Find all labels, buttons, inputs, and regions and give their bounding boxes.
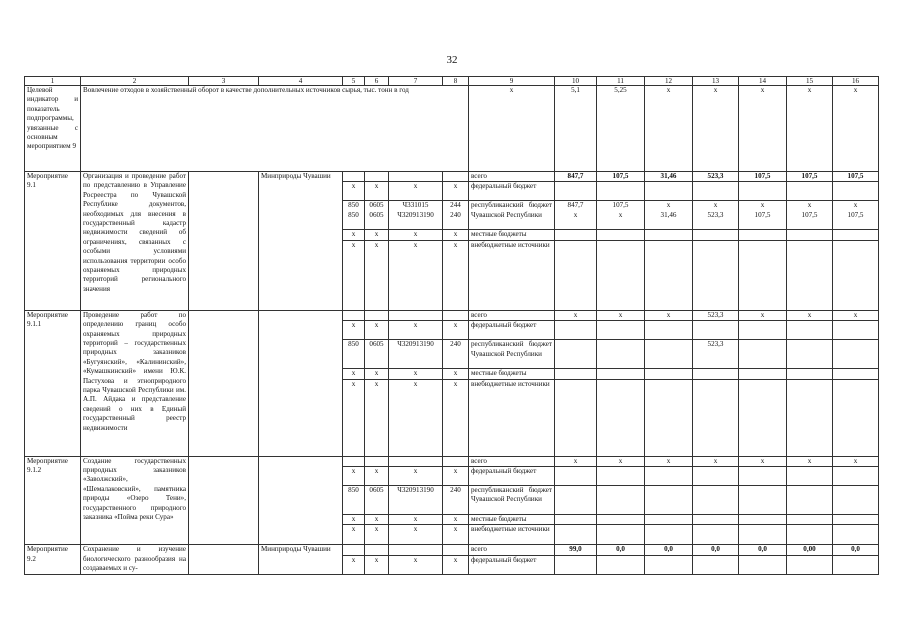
value-cell xyxy=(597,321,645,340)
column-number: 7 xyxy=(389,77,443,86)
value-cell xyxy=(555,379,597,456)
total-value: x xyxy=(597,310,645,320)
source-federal: федеральный бюджет xyxy=(469,182,555,201)
indicator-label: Целевой индикатор и показатель подпрограммы, увязанные с основным мероприятием 9 xyxy=(25,86,81,172)
value-cell: 107,5 x xyxy=(597,201,645,230)
value-cell xyxy=(645,182,693,201)
column-number: 13 xyxy=(693,77,739,86)
value-cell xyxy=(739,515,787,525)
value-cell xyxy=(833,321,879,340)
code-cell: x xyxy=(443,467,469,486)
code-cell xyxy=(389,310,443,320)
total-value: 847,7 xyxy=(555,172,597,182)
value-cell xyxy=(787,525,833,545)
measure-empty xyxy=(189,310,259,456)
code-cell: x xyxy=(443,555,469,574)
column-number: 4 xyxy=(259,77,343,86)
source-federal: федеральный бюджет xyxy=(469,321,555,340)
code-cell: x xyxy=(443,182,469,201)
value-cell xyxy=(597,467,645,486)
indicator-value: x xyxy=(693,86,739,172)
code-cell: x xyxy=(343,379,365,456)
value-cell xyxy=(739,555,787,574)
value-cell xyxy=(833,515,879,525)
column-number: 12 xyxy=(645,77,693,86)
m91-row xyxy=(25,172,879,182)
source-local: местные бюджеты xyxy=(469,515,555,525)
code-cell: x xyxy=(365,525,389,545)
total-value: 523,3 xyxy=(693,172,739,182)
value-cell xyxy=(555,486,597,515)
m911-row xyxy=(25,310,879,320)
value-cell xyxy=(833,379,879,456)
column-number: 1 xyxy=(25,77,81,86)
value-cell xyxy=(739,321,787,340)
code-cell: 240 xyxy=(443,486,469,515)
value-cell xyxy=(597,369,645,379)
code-cell: x xyxy=(343,525,365,545)
indicator-value: x xyxy=(833,86,879,172)
value-cell xyxy=(693,369,739,379)
value-cell xyxy=(739,230,787,240)
code-cell xyxy=(365,172,389,182)
value-cell xyxy=(645,240,693,310)
value-cell xyxy=(645,369,693,379)
code-cell: x xyxy=(389,525,443,545)
total-value: 0,0 xyxy=(597,545,645,555)
value-cell xyxy=(739,369,787,379)
code-cell: x xyxy=(443,515,469,525)
value-cell xyxy=(787,486,833,515)
code-cell: Ч331015 Ч320913190 xyxy=(389,201,443,230)
total-value: 0,0 xyxy=(739,545,787,555)
code-cell: x xyxy=(365,182,389,201)
source-total: всего xyxy=(469,172,555,182)
value-cell: x 31,46 xyxy=(645,201,693,230)
measure-name: Организация и проведение работ по представлению в Управление Росреестра по Чувашской Республике документов, необходимых для внесения в государственный кадастр недвижимости сведений об ограничениях, связанных с особыми условиями использования территории особо охраняемых природных территорий регионального значения xyxy=(81,172,189,311)
total-value: 107,5 xyxy=(739,172,787,182)
source-total: всего xyxy=(469,310,555,320)
value-cell xyxy=(555,525,597,545)
measure-executor xyxy=(259,456,343,545)
total-value: x xyxy=(833,310,879,320)
measure-name: Сохранение и изучение биологического разнообразия на создаваемых и су- xyxy=(81,545,189,574)
value-cell xyxy=(645,230,693,240)
column-number: 15 xyxy=(787,77,833,86)
value-cell xyxy=(645,467,693,486)
code-cell: 850 850 xyxy=(343,201,365,230)
value-cell: 523,3 xyxy=(693,340,739,369)
value-cell xyxy=(787,340,833,369)
code-cell xyxy=(343,310,365,320)
value-cell xyxy=(555,230,597,240)
total-value: x xyxy=(555,456,597,466)
value-cell xyxy=(787,369,833,379)
indicator-value: 5,25 xyxy=(597,86,645,172)
value-cell: x 523,3 xyxy=(693,201,739,230)
code-cell: x xyxy=(443,369,469,379)
code-cell: x xyxy=(389,321,443,340)
code-cell: x xyxy=(343,555,365,574)
source-republic: республиканский бюджет Чувашской Республики xyxy=(469,340,555,369)
value-cell xyxy=(597,515,645,525)
code-cell xyxy=(443,172,469,182)
value-cell xyxy=(693,379,739,456)
indicator-value: x xyxy=(739,86,787,172)
column-number: 14 xyxy=(739,77,787,86)
measure-name: Проведение работ по определению границ особо охраняемых природных территорий – государственных природных заказников «Бугуянский», «Калининский», «Кумашкинский» имени Ю.К. Пастухова и этноприродного парка Чувашской Республики им. А.П. Айдака и представление сведений о них в Единый государственный реестр недвижимости xyxy=(81,310,189,456)
total-value: x xyxy=(833,456,879,466)
total-value: x xyxy=(739,456,787,466)
total-value: x xyxy=(787,310,833,320)
total-value: 99,0 xyxy=(555,545,597,555)
total-value: 523,3 xyxy=(693,310,739,320)
value-cell xyxy=(597,486,645,515)
code-cell xyxy=(365,456,389,466)
code-cell: x xyxy=(443,230,469,240)
measure-executor: Минприроды Чувашии xyxy=(259,172,343,311)
value-cell xyxy=(645,515,693,525)
value-cell xyxy=(833,467,879,486)
measure-label: Мероприятие 9.1 xyxy=(25,172,81,311)
value-cell xyxy=(739,467,787,486)
measure-label: Мероприятие 9.2 xyxy=(25,545,81,574)
code-cell: x xyxy=(389,182,443,201)
value-cell xyxy=(787,467,833,486)
value-cell xyxy=(597,240,645,310)
measure-label: Мероприятие 9.1.2 xyxy=(25,456,81,545)
value-cell: x 107,5 xyxy=(833,201,879,230)
indicator-c9: x xyxy=(469,86,555,172)
total-value: x xyxy=(693,456,739,466)
measure-empty xyxy=(189,456,259,545)
value-cell xyxy=(787,379,833,456)
total-value: 107,5 xyxy=(833,172,879,182)
value-cell xyxy=(645,486,693,515)
code-cell: x xyxy=(365,240,389,310)
code-cell xyxy=(389,172,443,182)
measure-label: Мероприятие 9.1.1 xyxy=(25,310,81,456)
code-cell: x xyxy=(343,230,365,240)
code-cell: Ч320913190 xyxy=(389,486,443,515)
value-cell xyxy=(787,182,833,201)
code-cell: x xyxy=(365,230,389,240)
code-cell xyxy=(365,310,389,320)
value-cell xyxy=(787,515,833,525)
value-cell xyxy=(739,182,787,201)
value-cell xyxy=(555,515,597,525)
column-number: 3 xyxy=(189,77,259,86)
code-cell xyxy=(389,545,443,555)
value-cell xyxy=(787,230,833,240)
column-number: 9 xyxy=(469,77,555,86)
code-cell: x xyxy=(343,240,365,310)
value-cell xyxy=(833,340,879,369)
value-cell xyxy=(833,369,879,379)
indicator-value: x xyxy=(645,86,693,172)
value-cell xyxy=(833,555,879,574)
value-cell xyxy=(833,182,879,201)
value-cell xyxy=(555,340,597,369)
value-cell xyxy=(787,321,833,340)
total-value: x xyxy=(597,456,645,466)
column-number: 2 xyxy=(81,77,189,86)
page-number: 32 xyxy=(446,54,458,66)
code-cell: x xyxy=(343,515,365,525)
value-cell xyxy=(597,379,645,456)
value-cell xyxy=(597,555,645,574)
code-cell xyxy=(343,456,365,466)
code-cell: x xyxy=(443,379,469,456)
source-extra: внебюджетные источники xyxy=(469,525,555,545)
source-total: всего xyxy=(469,545,555,555)
measure-executor: Минприроды Чувашии xyxy=(259,545,343,574)
code-cell: x xyxy=(389,555,443,574)
source-federal: федеральный бюджет xyxy=(469,555,555,574)
code-cell: 244 240 xyxy=(443,201,469,230)
code-cell xyxy=(443,545,469,555)
value-cell xyxy=(555,321,597,340)
indicator-row xyxy=(25,86,879,172)
m912-row xyxy=(25,456,879,466)
column-number: 10 xyxy=(555,77,597,86)
source-republic: республиканский бюджет Чувашской Республики xyxy=(469,486,555,515)
value-cell xyxy=(555,555,597,574)
value-cell xyxy=(645,321,693,340)
total-value: 0,0 xyxy=(645,545,693,555)
total-value: x xyxy=(555,310,597,320)
code-cell: x xyxy=(389,379,443,456)
value-cell xyxy=(555,182,597,201)
value-cell xyxy=(645,340,693,369)
code-cell: x xyxy=(443,240,469,310)
total-value: 107,5 xyxy=(787,172,833,182)
code-cell: x xyxy=(343,182,365,201)
indicator-text: Вовлечение отходов в хозяйственный оборот в качестве дополнительных источников сырья, тыс. тонн в год xyxy=(81,86,469,172)
column-number: 6 xyxy=(365,77,389,86)
total-value: x xyxy=(787,456,833,466)
value-cell xyxy=(739,486,787,515)
code-cell: x xyxy=(443,525,469,545)
code-cell: x xyxy=(389,230,443,240)
column-number: 11 xyxy=(597,77,645,86)
column-number: 8 xyxy=(443,77,469,86)
value-cell xyxy=(555,240,597,310)
value-cell xyxy=(693,182,739,201)
value-cell xyxy=(597,340,645,369)
code-cell xyxy=(443,456,469,466)
measure-empty xyxy=(189,545,259,574)
total-value: x xyxy=(645,456,693,466)
code-cell: 0605 0605 xyxy=(365,201,389,230)
source-local: местные бюджеты xyxy=(469,230,555,240)
value-cell xyxy=(833,525,879,545)
value-cell xyxy=(555,467,597,486)
value-cell xyxy=(787,240,833,310)
code-cell: x xyxy=(389,369,443,379)
value-cell xyxy=(645,555,693,574)
value-cell xyxy=(833,486,879,515)
source-total: всего xyxy=(469,456,555,466)
code-cell: x xyxy=(365,555,389,574)
value-cell xyxy=(693,467,739,486)
value-cell: x 107,5 xyxy=(787,201,833,230)
value-cell xyxy=(597,525,645,545)
code-cell: x xyxy=(365,321,389,340)
value-cell xyxy=(739,240,787,310)
indicator-value: 5,1 xyxy=(555,86,597,172)
value-cell xyxy=(693,525,739,545)
code-cell: x xyxy=(343,321,365,340)
code-cell: x xyxy=(365,379,389,456)
code-cell xyxy=(365,545,389,555)
m92-row xyxy=(25,545,879,555)
value-cell xyxy=(693,486,739,515)
code-cell: x xyxy=(389,467,443,486)
code-cell xyxy=(389,456,443,466)
value-cell: 847,7 x xyxy=(555,201,597,230)
total-value: 31,46 xyxy=(645,172,693,182)
total-value: 0,0 xyxy=(833,545,879,555)
measure-empty xyxy=(189,172,259,311)
total-value: 0,00 xyxy=(787,545,833,555)
budget-table xyxy=(24,76,879,575)
value-cell xyxy=(693,240,739,310)
source-local: местные бюджеты xyxy=(469,369,555,379)
value-cell: x 107,5 xyxy=(739,201,787,230)
code-cell: x xyxy=(365,369,389,379)
header-row xyxy=(25,77,879,86)
value-cell xyxy=(739,379,787,456)
value-cell xyxy=(833,240,879,310)
value-cell xyxy=(787,555,833,574)
code-cell: 850 xyxy=(343,340,365,369)
code-cell: 850 xyxy=(343,486,365,515)
code-cell xyxy=(443,310,469,320)
code-cell: x xyxy=(343,369,365,379)
code-cell: x xyxy=(365,515,389,525)
value-cell xyxy=(693,555,739,574)
code-cell: x xyxy=(389,240,443,310)
code-cell: x xyxy=(365,467,389,486)
code-cell: 240 xyxy=(443,340,469,369)
source-federal: федеральный бюджет xyxy=(469,467,555,486)
value-cell xyxy=(645,525,693,545)
measure-executor xyxy=(259,310,343,456)
total-value: x xyxy=(739,310,787,320)
value-cell xyxy=(739,340,787,369)
code-cell: x xyxy=(389,515,443,525)
value-cell xyxy=(693,515,739,525)
source-extra: внебюджетные источники xyxy=(469,240,555,310)
value-cell xyxy=(597,182,645,201)
code-cell: 0605 xyxy=(365,340,389,369)
total-value: 107,5 xyxy=(597,172,645,182)
value-cell xyxy=(693,230,739,240)
column-number: 16 xyxy=(833,77,879,86)
total-value: 0,0 xyxy=(693,545,739,555)
code-cell: Ч320913190 xyxy=(389,340,443,369)
measure-name: Создание государственных природных заказников «Заволжский», «Шемалаковский», памятника природы «Озеро Тени», государственного природного заказника «Пойма реки Сура» xyxy=(81,456,189,545)
source-republic: республиканский бюджет Чувашской Республики xyxy=(469,201,555,230)
total-value: x xyxy=(645,310,693,320)
code-cell: 0605 xyxy=(365,486,389,515)
value-cell xyxy=(739,525,787,545)
value-cell xyxy=(833,230,879,240)
value-cell xyxy=(597,230,645,240)
value-cell xyxy=(693,321,739,340)
value-cell xyxy=(555,369,597,379)
code-cell xyxy=(343,172,365,182)
indicator-value: x xyxy=(787,86,833,172)
code-cell xyxy=(343,545,365,555)
source-extra: внебюджетные источники xyxy=(469,379,555,456)
column-number: 5 xyxy=(343,77,365,86)
value-cell xyxy=(645,379,693,456)
code-cell: x xyxy=(343,467,365,486)
code-cell: x xyxy=(443,321,469,340)
